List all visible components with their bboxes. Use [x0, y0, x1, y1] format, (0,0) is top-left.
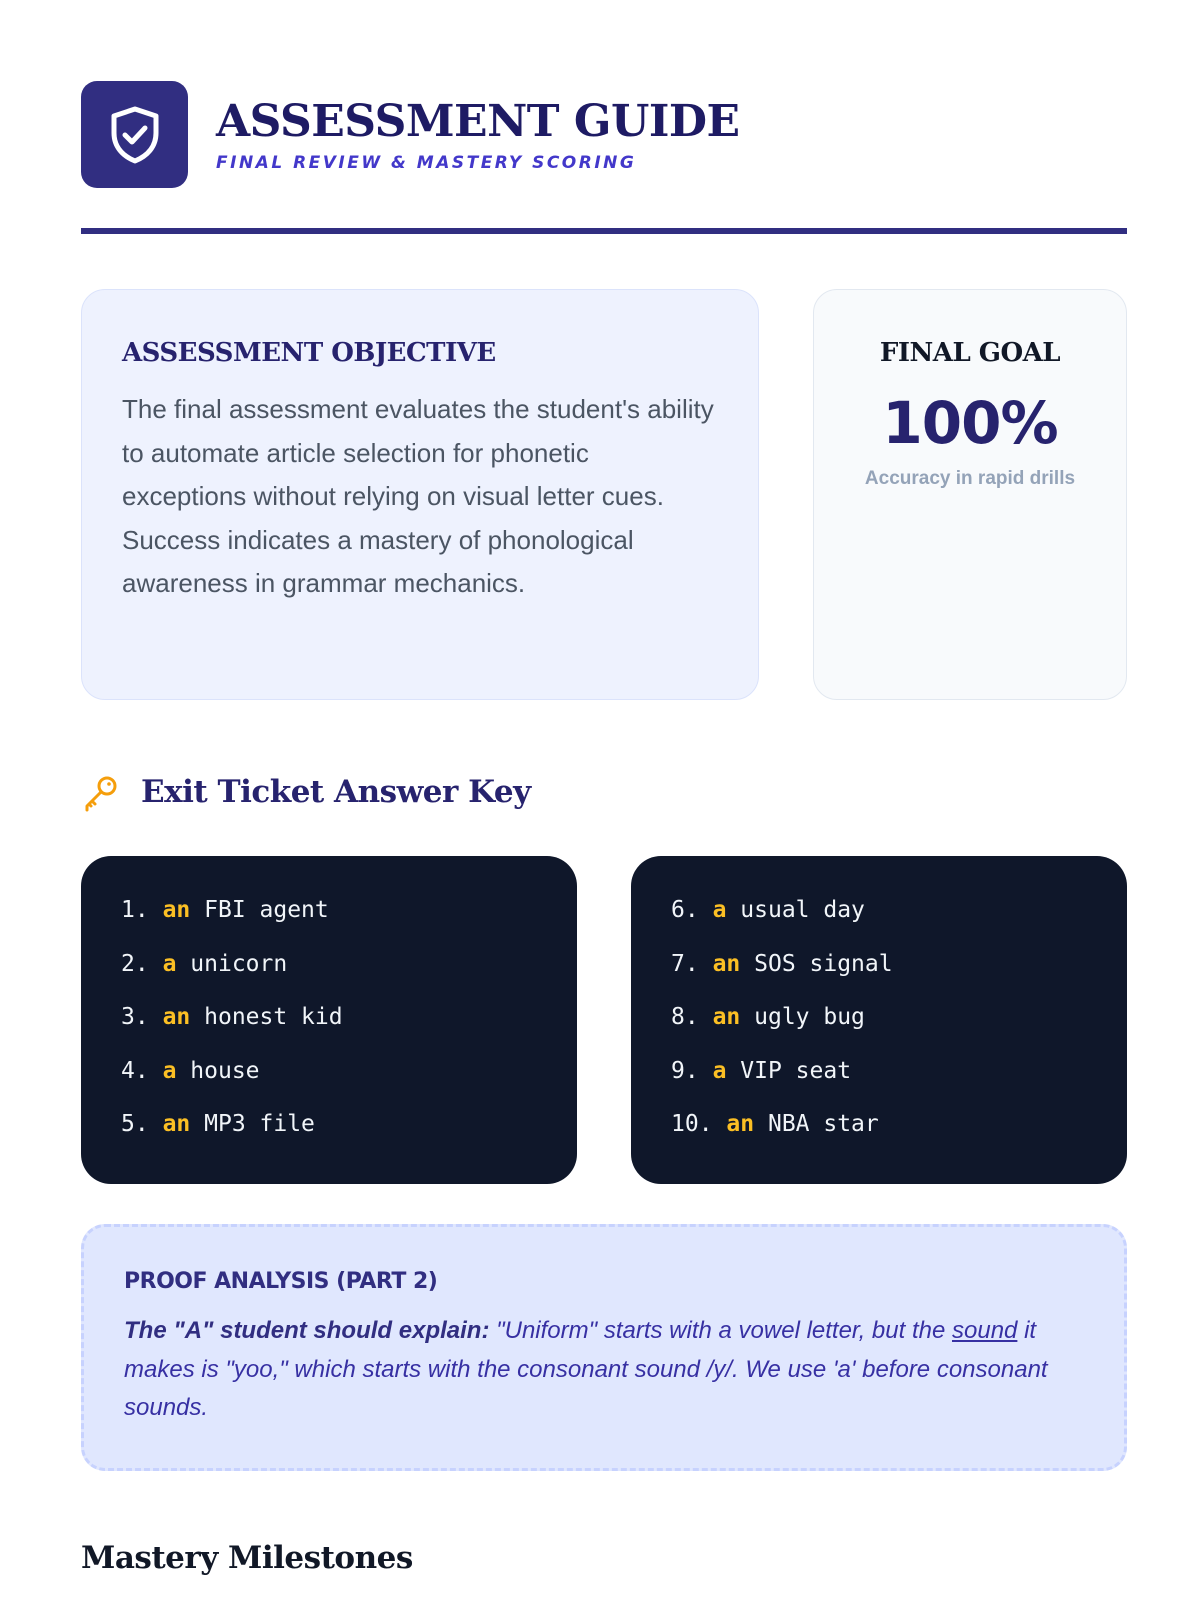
answer-number: 7. [671, 950, 699, 977]
answer-phrase: SOS signal [754, 950, 893, 977]
answer-number: 4. [121, 1057, 149, 1084]
milestones-heading: Mastery Milestones [81, 1540, 413, 1576]
answer-phrase: ugly bug [754, 1004, 865, 1030]
proof-underlined-word: sound [952, 1317, 1018, 1344]
objective-card [81, 289, 759, 700]
goal-caption: Accuracy in rapid drills [864, 468, 1076, 489]
list-item [121, 1053, 537, 1107]
answer-phrase: usual day [740, 897, 865, 923]
goal-value: 100% [882, 389, 1058, 457]
answer-number: 3. [121, 1004, 149, 1030]
answer-number: 1. [121, 897, 149, 923]
answer-key-heading [81, 770, 531, 814]
answer-article: an [712, 950, 741, 977]
list-item [121, 1106, 537, 1160]
list-item [671, 999, 1087, 1053]
answer-phrase: FBI agent [204, 897, 329, 923]
answer-key-title: Exit Ticket Answer Key [141, 774, 531, 810]
answer-article: an [712, 1004, 741, 1030]
answer-phrase: house [190, 1057, 260, 1084]
objective-heading: ASSESSMENT OBJECTIVE [122, 338, 496, 368]
page-title: ASSESSMENT GUIDE [216, 96, 740, 147]
answer-article: an [162, 897, 191, 923]
list-item [671, 892, 1087, 946]
page-header [81, 81, 1127, 188]
list-item [671, 1106, 1087, 1160]
shield-check-icon [107, 105, 163, 165]
list-item [121, 946, 537, 1000]
answer-article: a [712, 897, 727, 923]
answer-number: 6. [671, 897, 699, 923]
answer-number: 2. [121, 950, 149, 977]
list-item [121, 999, 537, 1053]
answer-article: an [162, 1004, 191, 1030]
answer-number: 8. [671, 1004, 699, 1030]
answer-number: 9. [671, 1057, 699, 1084]
proof-text [124, 1312, 1084, 1428]
answer-phrase: MP3 file [204, 1111, 315, 1137]
list-item [671, 946, 1087, 1000]
answer-article: an [726, 1111, 755, 1137]
proof-lead: The "A" student should explain: [124, 1317, 490, 1344]
header-divider [81, 228, 1127, 234]
proof-analysis-card [81, 1224, 1127, 1471]
answer-phrase: VIP seat [740, 1057, 852, 1084]
answer-phrase: unicorn [190, 950, 288, 977]
list-item [121, 892, 537, 946]
answer-article: a [162, 950, 177, 977]
page-subtitle: FINAL REVIEW & MASTERY SCORING [216, 153, 637, 173]
answer-list-left [81, 856, 577, 1184]
answer-article: a [712, 1057, 727, 1084]
answer-article: a [162, 1057, 177, 1084]
objective-text: The final assessment evaluates the student's ability to automate article selection for phonetic exceptions without relying on visual letter cues. Success indicates a mastery of phonological awareness in grammar mechanics. [122, 394, 714, 599]
proof-text-before: "Uniform" starts with a vowel letter, but the [496, 1317, 946, 1344]
answer-number: 10. [671, 1111, 713, 1137]
answer-phrase: honest kid [204, 1004, 343, 1030]
proof-heading: PROOF ANALYSIS (PART 2) [124, 1269, 438, 1294]
logo [81, 81, 188, 188]
key-icon [81, 772, 121, 812]
list-item [671, 1053, 1087, 1107]
goal-card [813, 289, 1127, 700]
answer-list-right [631, 856, 1127, 1184]
answer-number: 5. [121, 1111, 149, 1137]
goal-label: FINAL GOAL [879, 338, 1061, 368]
answer-phrase: NBA star [767, 1111, 879, 1137]
proof-text-after: it makes is "yoo," which starts with the consonant sound /y/. We use 'a' before consonant sounds. [124, 1317, 1048, 1421]
answer-article: an [162, 1111, 191, 1137]
